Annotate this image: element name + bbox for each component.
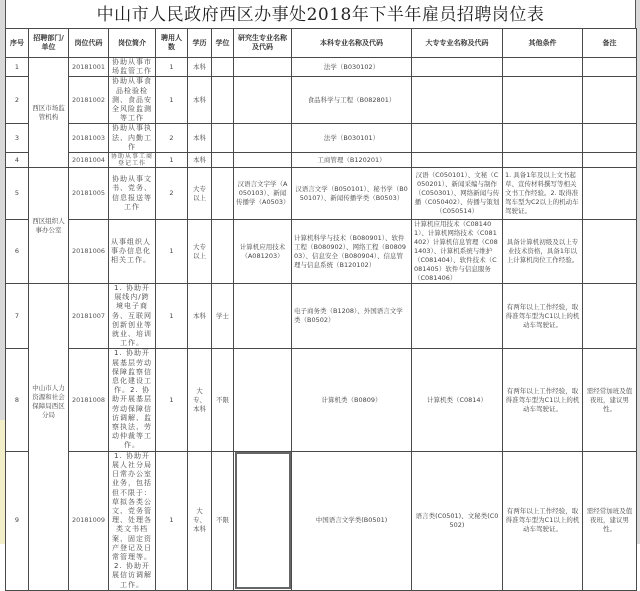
cell-other[interactable]: 1. 具备1年及以上文书起草、宣传材料撰写等相关文书工作经验。2. 取得准驾车型为C2以上的机动车驾驶证。 xyxy=(503,168,583,220)
cell-count[interactable]: 1 xyxy=(156,153,188,168)
cell-code[interactable]: 20181005 xyxy=(69,168,109,220)
header-code: 岗位代码 xyxy=(69,29,109,58)
cell-grad[interactable]: 计算机应用技术（A081203） xyxy=(234,220,292,284)
cell-code[interactable]: 20181007 xyxy=(69,284,109,349)
header-bachelor: 本科专业名称及代码 xyxy=(292,29,412,58)
cell-seq[interactable]: 8 xyxy=(6,349,29,451)
cell-degree[interactable] xyxy=(212,58,234,77)
cell-grad[interactable] xyxy=(234,284,292,349)
cell-grad-selected[interactable] xyxy=(234,451,292,590)
cell-degree[interactable] xyxy=(212,153,234,168)
cell-count[interactable]: 1 xyxy=(156,220,188,284)
cell-edu[interactable]: 本科 xyxy=(188,124,212,153)
cell-remark[interactable] xyxy=(583,77,637,124)
cell-degree[interactable]: 不限 xyxy=(212,451,234,590)
cell-other[interactable] xyxy=(503,77,583,124)
cell-code[interactable]: 20181001 xyxy=(69,58,109,77)
header-dept: 招聘部门/单位 xyxy=(29,29,69,58)
cell-other[interactable]: 有两年以上工作经验，取得准驾车型为C1以上的机动车驾驶证。 xyxy=(503,349,583,451)
cell-edu[interactable]: 大专以上 xyxy=(188,168,212,220)
cell-college[interactable] xyxy=(412,124,503,153)
cell-bachelor[interactable]: 法学（B030102） xyxy=(292,58,412,77)
recruitment-table xyxy=(5,28,637,591)
header-row xyxy=(6,29,637,58)
cell-count[interactable]: 1 xyxy=(156,349,188,451)
cell-remark[interactable] xyxy=(583,220,637,284)
header-edu: 学历 xyxy=(188,29,212,58)
cell-count[interactable]: 2 xyxy=(156,124,188,153)
cell-desc[interactable]: 协助从事市场监管工作 xyxy=(109,58,156,77)
table-row xyxy=(6,168,637,220)
table-row xyxy=(6,77,637,124)
cell-seq[interactable]: 6 xyxy=(6,220,29,284)
table-row xyxy=(6,58,637,77)
header-seq: 序号 xyxy=(6,29,29,58)
cell-remark[interactable]: 需经常加班及值夜班，建议男性。 xyxy=(583,349,637,451)
header-desc: 岗位简介 xyxy=(109,29,156,58)
cell-bachelor[interactable]: 食品科学与工程（B082801） xyxy=(292,77,412,124)
cell-desc[interactable]: 协助从事文书、党务、信息报送等工作 xyxy=(109,168,156,220)
cell-remark[interactable] xyxy=(583,58,637,77)
cell-remark[interactable] xyxy=(583,168,637,220)
cell-code[interactable]: 20181003 xyxy=(69,124,109,153)
cell-dept[interactable]: 中山市人力资源和社会保障局西区分局 xyxy=(29,284,69,591)
cell-seq[interactable]: 3 xyxy=(6,124,29,153)
cell-desc[interactable]: 协助从事工商登记工作 xyxy=(109,153,156,168)
cell-grad[interactable] xyxy=(234,153,292,168)
cell-bachelor[interactable]: 计算机科学与技术（B080901）、软件工程（B080902）、网络工程（B080903）、信息安全（B080904）、信息管理与信息系统（B120102） xyxy=(292,220,412,284)
cell-degree[interactable] xyxy=(212,220,234,284)
cell-other[interactable] xyxy=(503,153,583,168)
cell-seq[interactable]: 9 xyxy=(6,451,29,590)
cell-count[interactable]: 1 xyxy=(156,451,188,590)
cell-other[interactable]: 有两年以上工作经验，取得准驾车型为C1以上的机动车驾驶证。 xyxy=(503,284,583,349)
cell-bachelor[interactable]: 汉语言文学（B050101）、秘书学（B050107）、新闻传播学类（B0503） xyxy=(292,168,412,220)
cell-desc[interactable]: 1. 协助开展基层劳动保障监察信息化建设工作。2. 协助开展基层劳动保障信访调解、监察执法、劳动仲裁等工作。 xyxy=(109,349,156,451)
cell-remark[interactable] xyxy=(583,284,637,349)
cell-edu[interactable]: 本科 xyxy=(188,58,212,77)
cell-grad[interactable]: 汉语言文字学（A050103）、新闻传播学（A0503） xyxy=(234,168,292,220)
cell-degree[interactable] xyxy=(212,124,234,153)
header-grad: 研究生专业名称及代码 xyxy=(234,29,292,58)
cell-edu[interactable]: 大专以上 xyxy=(188,220,212,284)
cell-bachelor[interactable]: 中国语言文学类(B0501) xyxy=(292,451,412,590)
header-remark: 备注 xyxy=(583,29,637,58)
cell-grad[interactable] xyxy=(234,58,292,77)
cell-grad[interactable] xyxy=(234,124,292,153)
cell-other[interactable]: 具备计算机初级及以上专业技术资格，具备1年以上计算机岗位工作经验。 xyxy=(503,220,583,284)
cell-degree[interactable] xyxy=(212,168,234,220)
header-college: 大专专业名称及代码 xyxy=(412,29,503,58)
cell-seq[interactable]: 2 xyxy=(6,77,29,124)
cell-remark[interactable] xyxy=(583,153,637,168)
cell-code[interactable]: 20181008 xyxy=(69,349,109,451)
cell-bachelor[interactable]: 计算机类（B0809） xyxy=(292,349,412,451)
cell-dept[interactable]: 西区组织人事办公室 xyxy=(29,168,69,284)
cell-college[interactable] xyxy=(412,153,503,168)
cell-code[interactable]: 20181002 xyxy=(69,77,109,124)
cell-other[interactable] xyxy=(503,58,583,77)
cell-other[interactable]: 有两年以上工作经验，取得准驾车型为C1以上的机动车驾驶证。 xyxy=(503,451,583,590)
cell-edu[interactable]: 本科 xyxy=(188,284,212,349)
cell-other[interactable] xyxy=(503,124,583,153)
cell-bachelor[interactable]: 法学（B030101） xyxy=(292,124,412,153)
header-degree: 学位 xyxy=(212,29,234,58)
cell-edu[interactable]: 本科 xyxy=(188,77,212,124)
header-count: 聘用人数 xyxy=(156,29,188,58)
table-row xyxy=(6,349,637,451)
cell-desc[interactable]: 协助从事食品检验检测、食品安全风险监测等工作 xyxy=(109,77,156,124)
cell-count[interactable]: 1 xyxy=(156,58,188,77)
cell-remark[interactable]: 需经常加班及值夜班，建议男性。 xyxy=(583,451,637,590)
cell-edu[interactable]: 大专、本科 xyxy=(188,349,212,451)
cell-code[interactable]: 20181004 xyxy=(69,153,109,168)
cell-degree[interactable]: 学士 xyxy=(212,284,234,349)
document-title: 中山市人民政府西区办事处2018年下半年雇员招聘岗位表 xyxy=(5,0,636,28)
cell-seq[interactable]: 5 xyxy=(6,168,29,220)
table-row xyxy=(6,153,637,168)
cell-college[interactable] xyxy=(412,77,503,124)
cell-degree[interactable]: 不限 xyxy=(212,349,234,451)
table-row xyxy=(6,220,637,284)
header-other: 其他条件 xyxy=(503,29,583,58)
table-row xyxy=(6,451,637,590)
cell-count[interactable]: 1 xyxy=(156,77,188,124)
cell-seq[interactable]: 7 xyxy=(6,284,29,349)
cell-code[interactable]: 20181006 xyxy=(69,220,109,284)
cell-college[interactable] xyxy=(412,58,503,77)
cell-college[interactable]: 汉语（C050101）、文秘（C050201）、新闻采编与制作（C050301）、网络新闻与传播（C050402）、传播与策划（C050514） xyxy=(412,168,503,220)
cell-code[interactable]: 20181009 xyxy=(69,451,109,590)
cell-desc[interactable]: 1. 协助开展人社分局日常办公室业务，包括但不限于：草拟各类公文、党务管理、处理各类文书档案、固定资产登记及日常管理等。2. 协助开展信访调解工作。 xyxy=(109,451,156,590)
cell-remark[interactable] xyxy=(583,124,637,153)
table-row xyxy=(6,124,637,153)
cell-desc[interactable]: 从事组织人事办信息化相关工作。 xyxy=(109,220,156,284)
cell-seq[interactable]: 1 xyxy=(6,58,29,77)
cell-desc[interactable]: 协助从事执法、内勤工作 xyxy=(109,124,156,153)
cell-count[interactable]: 2 xyxy=(156,168,188,220)
cell-count[interactable]: 1 xyxy=(156,284,188,349)
cell-grad[interactable] xyxy=(234,77,292,124)
cell-college[interactable]: 计算机类（C0814） xyxy=(412,349,503,451)
cell-bachelor[interactable]: 工商管理（B120201） xyxy=(292,153,412,168)
cell-degree[interactable] xyxy=(212,77,234,124)
cell-seq[interactable]: 4 xyxy=(6,153,29,168)
cell-edu[interactable]: 本科 xyxy=(188,153,212,168)
cell-desc[interactable]: 1. 协助开展线内/跨境电子商务、互联网创新创业等就业、培训工作。 xyxy=(109,284,156,349)
cell-college[interactable]: 计算机应用技术（C081401）、计算机网络技术（C081402）计算机信息管理（C081403）、计算机系统与维护（C081404）、软件技术（C081405）软件与信息服务（C081406） xyxy=(412,220,503,284)
cell-edu[interactable]: 大专、本科 xyxy=(188,451,212,590)
table-row xyxy=(6,284,637,349)
cell-grad[interactable] xyxy=(234,349,292,451)
cell-dept[interactable]: 西区市场监管机构 xyxy=(29,58,69,168)
cell-college[interactable] xyxy=(412,284,503,349)
cell-bachelor[interactable]: 电子商务类（B1208）、外国语言文学类（B0502） xyxy=(292,284,412,349)
cell-college[interactable]: 语言类(C0501)、文秘类(C0502) xyxy=(412,451,503,590)
